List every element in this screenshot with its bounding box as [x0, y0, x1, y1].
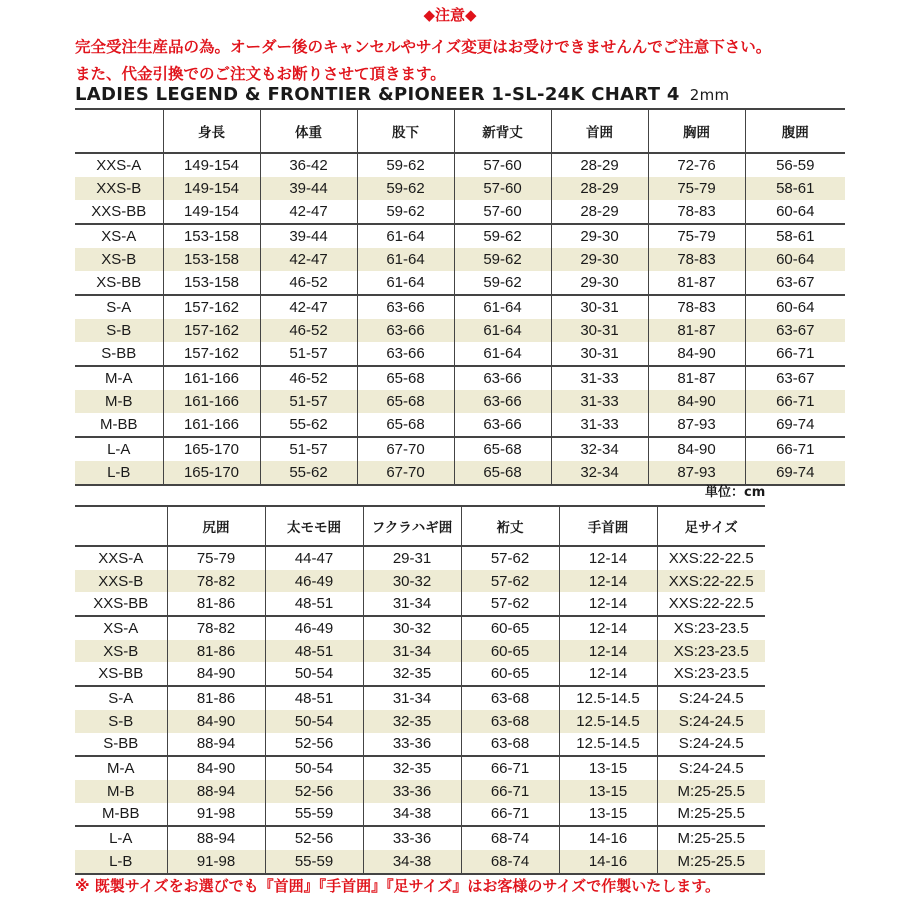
measurement-cell: 59-62 [454, 271, 551, 295]
measurement-cell: 149-154 [163, 177, 260, 200]
table-row [75, 153, 845, 177]
measurement-cell: 63-66 [454, 390, 551, 413]
table-row [75, 710, 765, 733]
measurement-cell: 63-67 [745, 319, 845, 342]
measurement-cell: 149-154 [163, 153, 260, 177]
table-row [75, 224, 845, 248]
measurement-cell: 78-83 [648, 248, 745, 271]
measurement-cell: 59-62 [357, 200, 454, 224]
measurement-cell: 87-93 [648, 461, 745, 485]
size-label-cell: XS-B [75, 640, 167, 663]
measurement-cell: 28-29 [551, 200, 648, 224]
column-header: 裄丈 [461, 506, 559, 546]
measurement-cell: 60-64 [745, 295, 845, 319]
size-label-cell: M-BB [102, 805, 140, 823]
measurement-cell: 165-170 [163, 461, 260, 485]
measurement-cell: 63-66 [357, 295, 454, 319]
size-label-cell: XS-BB [98, 665, 144, 683]
measurement-cell: S:24-24.5 [657, 756, 765, 780]
size-label-cell: XXS-A [98, 549, 144, 567]
measurement-cell: 59-62 [357, 153, 454, 177]
column-header: 体重 [260, 109, 357, 153]
measurement-cell: 67-70 [357, 437, 454, 461]
size-table-upper [75, 108, 845, 486]
measurement-cell: 81-87 [648, 271, 745, 295]
size-label-cell: S-B [75, 319, 163, 342]
header-size-corner [75, 506, 167, 546]
measurement-cell: M:25-25.5 [657, 780, 765, 803]
table-row [75, 342, 845, 366]
measurement-cell: 63-68 [461, 733, 559, 757]
measurement-cell: 33-36 [363, 733, 461, 757]
measurement-cell: 51-57 [260, 437, 357, 461]
measurement-cell: 57-62 [461, 592, 559, 616]
table-row [75, 319, 845, 342]
measurement-cell: 46-49 [265, 616, 363, 640]
measurement-cell: 84-90 [648, 437, 745, 461]
measurement-cell: 30-31 [551, 295, 648, 319]
measurement-cell: 84-90 [167, 662, 265, 686]
measurement-cell: 32-35 [363, 710, 461, 733]
measurement-cell: 32-34 [551, 437, 648, 461]
measurement-cell: 57-62 [461, 570, 559, 593]
measurement-cell: 42-47 [260, 295, 357, 319]
measurement-cell: 63-67 [745, 271, 845, 295]
measurement-cell: 52-56 [265, 780, 363, 803]
size-label-cell: M-B [75, 780, 167, 803]
measurement-cell: 46-49 [265, 570, 363, 593]
measurement-cell: 30-31 [551, 342, 648, 366]
measurement-cell: 60-65 [461, 662, 559, 686]
table-row [75, 295, 845, 319]
measurement-cell: 29-30 [551, 224, 648, 248]
table-row [75, 803, 765, 827]
measurement-cell: 29-30 [551, 271, 648, 295]
measurement-cell: 78-83 [648, 200, 745, 224]
table-row [75, 546, 765, 570]
column-header: 首囲 [551, 109, 648, 153]
measurement-cell: 165-170 [163, 437, 260, 461]
measurement-cell: 30-32 [363, 570, 461, 593]
measurement-cell: 30-31 [551, 319, 648, 342]
size-label-cell: S-BB [103, 735, 139, 753]
measurement-cell: 72-76 [648, 153, 745, 177]
measurement-cell: 58-61 [745, 224, 845, 248]
measurement-cell: 50-54 [265, 662, 363, 686]
measurement-cell: 84-90 [167, 710, 265, 733]
measurement-cell: 61-64 [357, 271, 454, 295]
size-label-cell: L-A [75, 826, 167, 850]
measurement-cell: 50-54 [265, 710, 363, 733]
column-header: 手首囲 [559, 506, 657, 546]
measurement-cell: 31-34 [363, 592, 461, 616]
table-row [75, 826, 765, 850]
measurement-cell: 30-32 [363, 616, 461, 640]
column-header: 尻囲 [167, 506, 265, 546]
table-row [75, 390, 845, 413]
footnote: ※ 既製サイズをお選びでも『首囲』『手首囲』『足サイズ』はお客様のサイズで作製いたします。 [75, 877, 721, 895]
table-row [75, 271, 845, 295]
measurement-cell: 12.5-14.5 [559, 733, 657, 757]
measurement-cell: 59-62 [357, 177, 454, 200]
table-header-row [75, 506, 765, 546]
measurement-cell: 57-60 [454, 200, 551, 224]
measurement-cell: 88-94 [167, 780, 265, 803]
measurement-cell: 34-38 [363, 850, 461, 874]
measurement-cell: 63-68 [461, 686, 559, 710]
measurement-cell: 48-51 [265, 592, 363, 616]
measurement-cell: 60-65 [461, 616, 559, 640]
measurement-cell: 12.5-14.5 [559, 686, 657, 710]
measurement-cell: 65-68 [357, 413, 454, 437]
measurement-cell: 81-86 [167, 592, 265, 616]
size-label-cell: XXS-BB [91, 203, 147, 220]
table-row [75, 733, 765, 757]
measurement-cell: 33-36 [363, 826, 461, 850]
measurement-cell: 55-62 [260, 461, 357, 485]
column-header: 胸囲 [648, 109, 745, 153]
measurement-cell: 67-70 [357, 461, 454, 485]
measurement-cell: 78-83 [648, 295, 745, 319]
table-row [75, 248, 845, 271]
measurement-cell: 161-166 [163, 390, 260, 413]
measurement-cell: 29-30 [551, 248, 648, 271]
measurement-cell: 28-29 [551, 153, 648, 177]
size-label-cell: XXS-B [75, 177, 163, 200]
size-label-cell: XXS-B [75, 570, 167, 593]
table-row [75, 570, 765, 593]
measurement-cell: 66-71 [461, 756, 559, 780]
measurement-cell: 52-56 [265, 826, 363, 850]
measurement-cell: 50-54 [265, 756, 363, 780]
measurement-cell: 55-59 [265, 850, 363, 874]
table-row [75, 756, 765, 780]
measurement-cell: 161-166 [163, 366, 260, 390]
measurement-cell: 12-14 [559, 570, 657, 593]
measurement-cell: 42-47 [260, 248, 357, 271]
measurement-cell: 31-33 [551, 390, 648, 413]
measurement-cell: 75-79 [167, 546, 265, 570]
table-row [75, 616, 765, 640]
unit-label: 単位：cm [705, 485, 766, 500]
size-label-cell: S-BB [101, 345, 137, 362]
measurement-cell: 39-44 [260, 224, 357, 248]
measurement-cell: 36-42 [260, 153, 357, 177]
table-row [75, 200, 845, 224]
measurement-cell: XXS:22-22.5 [657, 592, 765, 616]
measurement-cell: 58-61 [745, 177, 845, 200]
size-label-cell: M-A [75, 366, 163, 390]
measurement-cell: 65-68 [454, 437, 551, 461]
measurement-cell: 81-86 [167, 686, 265, 710]
measurement-cell: 78-82 [167, 616, 265, 640]
measurement-cell: 66-71 [745, 390, 845, 413]
measurement-cell: 68-74 [461, 826, 559, 850]
measurement-cell: 66-71 [461, 803, 559, 827]
measurement-cell: 63-67 [745, 366, 845, 390]
size-label-cell: M-B [75, 390, 163, 413]
measurement-cell: 63-66 [454, 413, 551, 437]
measurement-cell: 57-60 [454, 153, 551, 177]
measurement-cell: 44-47 [265, 546, 363, 570]
measurement-cell: 13-15 [559, 756, 657, 780]
measurement-cell: 60-64 [745, 200, 845, 224]
size-label-cell: XS-A [75, 224, 163, 248]
measurement-cell: 12-14 [559, 640, 657, 663]
notice-line-1: 完全受注生産品の為。オーダー後のキャンセルやサイズ変更はお受けできませんんでご注意下さい。 [75, 38, 772, 56]
size-label-cell: L-A [75, 437, 163, 461]
measurement-cell: 68-74 [461, 850, 559, 874]
measurement-cell: 65-68 [454, 461, 551, 485]
size-label-cell: S-A [75, 295, 163, 319]
measurement-cell: 84-90 [167, 756, 265, 780]
measurement-cell: 61-64 [357, 248, 454, 271]
measurement-cell: 57-62 [461, 546, 559, 570]
size-label-cell: XS-BB [96, 274, 142, 291]
measurement-cell: 32-35 [363, 756, 461, 780]
header-size-corner [75, 109, 163, 153]
measurement-cell: 88-94 [167, 826, 265, 850]
measurement-cell: XXS:22-22.5 [657, 570, 765, 593]
measurement-cell: 61-64 [454, 342, 551, 366]
measurement-cell: 12-14 [559, 662, 657, 686]
measurement-cell: 52-56 [265, 733, 363, 757]
size-label-cell: M-BB [100, 416, 138, 433]
size-label-cell: XXS-BB [93, 595, 149, 613]
measurement-cell: S:24-24.5 [657, 733, 765, 757]
table-row [75, 780, 765, 803]
measurement-cell: 13-15 [559, 803, 657, 827]
notice-heading: ◆注意◆ [423, 6, 477, 24]
chart-title: LADIES LEGEND & FRONTIER &PIONEER 1-SL-24K CHART 4 [75, 84, 680, 105]
measurement-cell: 51-57 [260, 342, 357, 366]
measurement-cell: XS:23-23.5 [657, 662, 765, 686]
measurement-cell: 81-86 [167, 640, 265, 663]
measurement-cell: 14-16 [559, 826, 657, 850]
measurement-cell: M:25-25.5 [657, 826, 765, 850]
column-header: フクラハギ囲 [363, 506, 461, 546]
measurement-cell: 65-68 [357, 366, 454, 390]
column-header: 身長 [163, 109, 260, 153]
chart-thickness: 2mm [689, 86, 730, 104]
measurement-cell: 66-71 [745, 437, 845, 461]
measurement-cell: 69-74 [745, 413, 845, 437]
size-label-cell: M-A [75, 756, 167, 780]
measurement-cell: XS:23-23.5 [657, 640, 765, 663]
table-row [75, 413, 845, 437]
measurement-cell: M:25-25.5 [657, 850, 765, 874]
table-row [75, 850, 765, 874]
measurement-cell: 63-66 [357, 342, 454, 366]
column-header: 股下 [357, 109, 454, 153]
measurement-cell: M:25-25.5 [657, 803, 765, 827]
table-row [75, 177, 845, 200]
measurement-cell: 75-79 [648, 177, 745, 200]
measurement-cell: 31-34 [363, 640, 461, 663]
measurement-cell: 48-51 [265, 686, 363, 710]
measurement-cell: 81-87 [648, 366, 745, 390]
measurement-cell: 84-90 [648, 390, 745, 413]
measurement-cell: 84-90 [648, 342, 745, 366]
measurement-cell: 69-74 [745, 461, 845, 485]
measurement-cell: 149-154 [163, 200, 260, 224]
measurement-cell: 31-33 [551, 366, 648, 390]
measurement-cell: 57-60 [454, 177, 551, 200]
measurement-cell: 75-79 [648, 224, 745, 248]
measurement-cell: 61-64 [357, 224, 454, 248]
measurement-cell: 157-162 [163, 342, 260, 366]
measurement-cell: 42-47 [260, 200, 357, 224]
measurement-cell: 46-52 [260, 271, 357, 295]
column-header: 太モモ囲 [265, 506, 363, 546]
measurement-cell: 153-158 [163, 271, 260, 295]
measurement-cell: 12-14 [559, 546, 657, 570]
measurement-cell: 157-162 [163, 295, 260, 319]
measurement-cell: 12-14 [559, 616, 657, 640]
measurement-cell: 61-64 [454, 295, 551, 319]
measurement-cell: 55-59 [265, 803, 363, 827]
notice-line-2: また、代金引換でのご注文もお断りさせて頂きます。 [75, 65, 446, 83]
size-label-cell: L-B [75, 850, 167, 874]
measurement-cell: 56-59 [745, 153, 845, 177]
measurement-cell: 39-44 [260, 177, 357, 200]
size-table-lower [75, 505, 765, 875]
size-label-cell: XXS-A [96, 157, 142, 174]
table-row [75, 662, 765, 686]
measurement-cell: 31-34 [363, 686, 461, 710]
measurement-cell: 59-62 [454, 248, 551, 271]
measurement-cell: 153-158 [163, 224, 260, 248]
measurement-cell: 87-93 [648, 413, 745, 437]
measurement-cell: 12.5-14.5 [559, 710, 657, 733]
measurement-cell: 61-64 [454, 319, 551, 342]
size-label-cell: L-B [75, 461, 163, 485]
measurement-cell: 31-33 [551, 413, 648, 437]
size-label-cell: XS-B [75, 248, 163, 271]
measurement-cell: 13-15 [559, 780, 657, 803]
size-label-cell: S-B [75, 710, 167, 733]
measurement-cell: 88-94 [167, 733, 265, 757]
measurement-cell: 161-166 [163, 413, 260, 437]
measurement-cell: 59-62 [454, 224, 551, 248]
size-label-cell: S-A [75, 686, 167, 710]
column-header: 新背丈 [454, 109, 551, 153]
measurement-cell: 66-71 [745, 342, 845, 366]
measurement-cell: 66-71 [461, 780, 559, 803]
measurement-cell: 60-65 [461, 640, 559, 663]
measurement-cell: 29-31 [363, 546, 461, 570]
measurement-cell: 12-14 [559, 592, 657, 616]
measurement-cell: 157-162 [163, 319, 260, 342]
measurement-cell: 28-29 [551, 177, 648, 200]
table-row [75, 437, 845, 461]
measurement-cell: 51-57 [260, 390, 357, 413]
measurement-cell: 33-36 [363, 780, 461, 803]
measurement-cell: 63-68 [461, 710, 559, 733]
measurement-cell: 32-34 [551, 461, 648, 485]
measurement-cell: 32-35 [363, 662, 461, 686]
measurement-cell: S:24-24.5 [657, 686, 765, 710]
table-row [75, 686, 765, 710]
measurement-cell: 46-52 [260, 366, 357, 390]
measurement-cell: 65-68 [357, 390, 454, 413]
measurement-cell: 34-38 [363, 803, 461, 827]
measurement-cell: 78-82 [167, 570, 265, 593]
column-header: 腹囲 [745, 109, 845, 153]
size-label-cell: XS-A [75, 616, 167, 640]
measurement-cell: 81-87 [648, 319, 745, 342]
measurement-cell: 91-98 [167, 850, 265, 874]
measurement-cell: 91-98 [167, 803, 265, 827]
measurement-cell: 63-66 [357, 319, 454, 342]
measurement-cell: 14-16 [559, 850, 657, 874]
chart-title-block [75, 84, 729, 105]
measurement-cell: 55-62 [260, 413, 357, 437]
measurement-cell: S:24-24.5 [657, 710, 765, 733]
measurement-cell: 48-51 [265, 640, 363, 663]
measurement-cell: 63-66 [454, 366, 551, 390]
measurement-cell: XS:23-23.5 [657, 616, 765, 640]
table-row [75, 366, 845, 390]
table-row [75, 640, 765, 663]
measurement-cell: 46-52 [260, 319, 357, 342]
table-header-row [75, 109, 845, 153]
measurement-cell: XXS:22-22.5 [657, 546, 765, 570]
measurement-cell: 60-64 [745, 248, 845, 271]
measurement-cell: 153-158 [163, 248, 260, 271]
column-header: 足サイズ [657, 506, 765, 546]
table-row [75, 592, 765, 616]
